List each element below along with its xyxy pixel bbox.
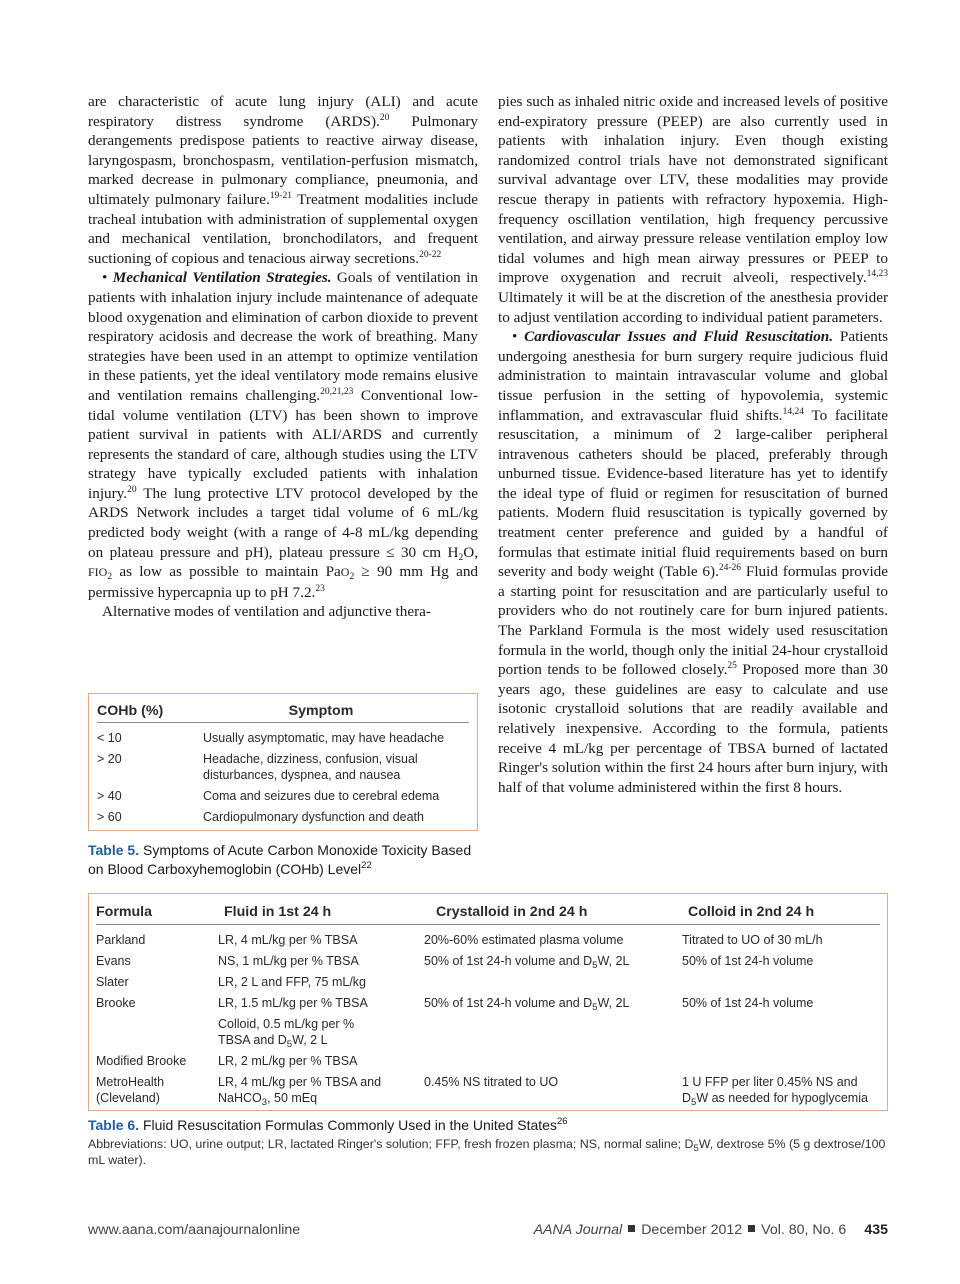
table-row: > 40 Coma and seizures due to cerebral edema [97,789,440,803]
page-number: 435 [864,1222,888,1238]
table-6-header-colloid: Colloid in 2nd 24 h [688,904,815,920]
journal-url[interactable]: www.aana.com/aanajournalonline [88,1222,301,1238]
paragraph-mechanical-ventilation: • Mechanical Ventilation Strategies. Goals of ventilation in patients with inhalation injury include maintenance of adequate blood oxygenation and elimination of carbon dioxide to prevent respiratory acidosis and decrease the work of breathing. Many strategies have been used in an attempt to optimize ventilation in these patients, yet the ideal ventilatory mode remains elusive and ventilation remains challenging.$^{20,21,23}$ Conventional low-tidal volume ventilation (LTV) has been shown to improve patient survival in patients with ALI/ARDS and currently represents the standard of care, although studies using the LTV strategy have typically excluded patients with inhalation injury.$^{20}$ The lung protective LTV protocol developed by the ARDS Network includes a target tidal volume of 6 mL/kg predicted body weight (with a range of 4-8 mL/kg depending on plateau pressure and pH), plateau pressure ≤ 30 cm $H_2O$, $FIO_2$ as low as possible to maintain PaO$_2$ ≥ 90 mm Hg and permissive hypercapnia up to pH 7.2.23 [88,269,479,601]
table-row: > 60 Cardiopulmonary dysfunction and death [97,810,424,824]
table-row: Evans NS, 1 mL/kg per % TBSA 50% of 1st 24-h volume and $D_5W$, 2L 50% of 1st 24-h volume [96,954,814,971]
section-heading-fluid-resuscitation: Cardiovascular Issues and Fluid Resuscitation. [524,328,834,346]
journal-info [534,1222,888,1238]
table-6-header-fluid: Fluid in 1st 24 h [224,904,332,920]
paragraph-adjunctive-therapies: pies such as inhaled nitric oxide and increased levels of positive end-expiratory pressure (PEEP) are also currently used in patients with inhalation injury. Even though existing randomized control trials have not demonstrated significant survival advantage over LTV, these modalities may provide rescue therapy in patients with refractory hypoxemia. High-frequency oscillation ventilation, high frequency percussive ventilation, and airway pressure release ventilation employ low tidal volumes and high mean airway pressures or PEEP to improve oxygenation and recruit alveoli, respectively.$^{14,23}$ Ultimately it will be at the discretion of the anesthesia provider to adjust ventilation according to individual patient parameters. [498,93,888,326]
table-6-header-formula: Formula [96,904,152,920]
table-5-header-cohb: COHb (%) [97,703,164,719]
journal-name: AANA Journal [533,1222,623,1238]
paragraph-alternative-modes: Alternative modes of ventilation and adjunctive thera- [102,603,431,621]
table-6-caption [88,1116,888,1168]
table-6-header-crystalloid: Crystalloid in 2nd 24 h [436,904,588,920]
table-6-caption-title: Table 6. Fluid Resuscitation Formulas Commonly Used in the United States$^{26}$ [88,1116,568,1133]
separator-square-icon [628,1225,635,1232]
table-row: Brooke LR, 1.5 mL/kg per % TBSA Colloid, 0.5 mL/kg per % TBSA and $D_5W$, 2 L 50% of 1st 24-h volume and $D_5W$, 2L 50% of 1st 24-h volume [96,996,814,1050]
table-6-header [96,900,880,925]
right-column [498,92,888,797]
table-5-caption: Table 5. Symptoms of Acute Carbon Monoxide Toxicity Based on Blood Carboxyhemoglobin (COHb) Level$^{22}$ [88,842,472,877]
table-row: Slater LR, 2 L and FFP, 75 mL/kg [96,975,366,989]
table-5-header [97,700,469,723]
table-row: > 20 Headache, dizziness, confusion, visual disturbances, dyspnea, and nausea [97,752,418,782]
section-heading-mechanical-ventilation: Mechanical Ventilation Strategies. [112,269,332,287]
left-column [88,92,478,622]
table-row: Modified Brooke LR, 2 mL/kg per % TBSA [96,1054,358,1068]
table-row: Parkland LR, 4 mL/kg per % TBSA 20%-60% estimated plasma volume Titrated to UO of 30 mL/h [96,933,823,947]
table-row: MetroHealth (Cleveland) LR, 4 mL/kg per % TBSA and NaHCO$_3$, 50 mEq 0.45% NS titrated to UO 1 U FFP per liter 0.45% NS and $D_5W$ as needed for hypoglycemia [96,1075,868,1108]
table-row: < 10 Usually asymptomatic, may have headache [97,731,445,745]
volume-number: Vol. 80, No. 6 [761,1222,847,1238]
table-5-header-symptom: Symptom [288,703,354,719]
paragraph-fluid-resuscitation: • Cardiovascular Issues and Fluid Resuscitation. Patients undergoing anesthesia for burn surgery require judicious fluid administration to maintain intravascular volume and global tissue perfusion in the setting of hypovolemia, systemic inflammation, and extravascular fluid shifts.$^{14,24}$ To facilitate resuscitation, a minimum of 2 large-caliber peripheral intravenous catheters should be placed, preferably through unburned tissue. Evidence-based literature has yet to identify the ideal type of fluid or regimen for resuscitation of burned patients. Modern fluid resuscitation is typically governed by treatment center preference and guided by a handful of formulas that estimate initial fluid requirements based on burn severity and body weight (Table 6).$^{24-26}$ Fluid formulas provide a starting point for resuscitation and are particularly useful to providers who do not routinely care for burn injured patients. The Parkland Formula is the most widely used resuscitation formula in the world, though only the initial 24-hour crystalloid portion tends to be followed closely.$^{25}$ Proposed more than 30 years ago, these guidelines are easy to calculate and use isotonic crystalloid solutions that are readily available and relatively inexpensive. According to the formula, patients receive 4 mL/kg per percentage of TBSA burned of lactated Ringer's solution within the first 24 hours after burn injury, with half of that volume administered within the first 8 hours. [498,328,889,796]
table-6 [88,893,888,1111]
table-6-abbreviations: Abbreviations: UO, urine output; LR, lactated Ringer's solution; FFP, fresh frozen plasma; NS, normal saline; $D_5W$, dextrose 5% (5 g dextrose/100 mL water). [88,1137,886,1167]
separator-square-icon [748,1225,755,1232]
issue-date: December 2012 [641,1222,743,1238]
paragraph-ali-ards: are characteristic of acute lung injury (ALI) and acute respiratory distress syndrome (ARDS).$^{20}$ Pulmonary derangements predispose patients to reactive airway disease, laryngospasm, bronchospasm, ventilation-perfusion mismatch, marked decrease in pulmonary compliance, pneumonia, and ultimately pulmonary failure.$^{19-21}$ Treatment modalities include tracheal intubation with administration of supplemental oxygen and mechanical ventilation, bronchodilators, and frequent suctioning of copious and tenacious airway secretions.$^{20-22}$ [88,93,479,267]
table-5 [88,693,478,831]
